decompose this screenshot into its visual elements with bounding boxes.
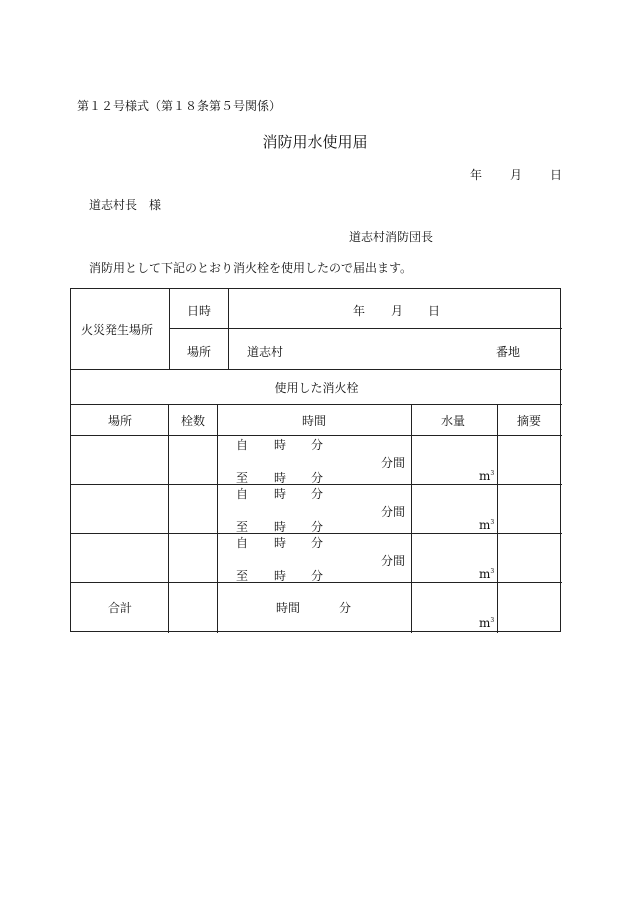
- addressee: 道志村長 様: [89, 198, 162, 212]
- date-day: 日: [550, 168, 563, 182]
- row1-to: 至: [236, 471, 249, 485]
- fire-site-label: 火災発生場所: [81, 323, 154, 337]
- row2-to-hour: 時: [274, 520, 287, 534]
- header-time: 時間: [302, 414, 327, 428]
- datetime-year: 年: [353, 304, 366, 318]
- row3-from: 自: [236, 536, 249, 550]
- row2-unit: $m^3$: [479, 518, 495, 532]
- place-label: 場所: [187, 345, 212, 359]
- row1-from-minute: 分: [311, 438, 324, 452]
- row1-from: 自: [236, 438, 249, 452]
- row3-from-minute: 分: [311, 536, 324, 550]
- date-year: 年: [470, 168, 483, 182]
- row1-unit: $m^3$: [479, 469, 495, 483]
- datetime-label: 日時: [187, 304, 212, 318]
- row2-from: 自: [236, 487, 249, 501]
- row3-duration: 分間: [381, 554, 406, 568]
- row1-to-minute: 分: [311, 471, 324, 485]
- row1-duration: 分間: [381, 456, 406, 470]
- row3-from-hour: 時: [274, 536, 287, 550]
- section-title: 使用した消火栓: [274, 381, 359, 395]
- row2-to-minute: 分: [311, 520, 324, 534]
- total-minutes: 分: [339, 601, 352, 615]
- row2-from-hour: 時: [274, 487, 287, 501]
- banchi-label: 番地: [496, 345, 521, 359]
- header-count: 栓数: [181, 414, 206, 428]
- row2-from-minute: 分: [311, 487, 324, 501]
- row2-to: 至: [236, 520, 249, 534]
- row3-to-hour: 時: [274, 569, 287, 583]
- row3-unit: $m^3$: [479, 567, 495, 581]
- header-place: 場所: [108, 414, 133, 428]
- body-text: 消防用として下記のとおり消火栓を使用したので届出ます。: [89, 261, 413, 275]
- date-month: 月: [510, 168, 523, 182]
- total-unit: $m^3$: [479, 616, 495, 630]
- total-hours: 時間: [276, 601, 301, 615]
- document-title: 消防用水使用届: [262, 133, 368, 151]
- datetime-month: 月: [391, 304, 404, 318]
- header-water: 水量: [441, 414, 466, 428]
- usage-table: [70, 288, 561, 632]
- row1-to-hour: 時: [274, 471, 287, 485]
- total-label: 合計: [108, 601, 133, 615]
- header-summary: 摘要: [517, 414, 542, 428]
- datetime-day: 日: [428, 304, 441, 318]
- submission-date: [470, 166, 562, 183]
- row3-to-minute: 分: [311, 569, 324, 583]
- row1-from-hour: 時: [274, 438, 287, 452]
- sender: 道志村消防団長: [349, 230, 434, 244]
- row3-to: 至: [236, 569, 249, 583]
- village-name: 道志村: [247, 345, 284, 359]
- row2-duration: 分間: [381, 505, 406, 519]
- form-number-label: 第１２号様式（第１８条第５号関係）: [77, 99, 282, 113]
